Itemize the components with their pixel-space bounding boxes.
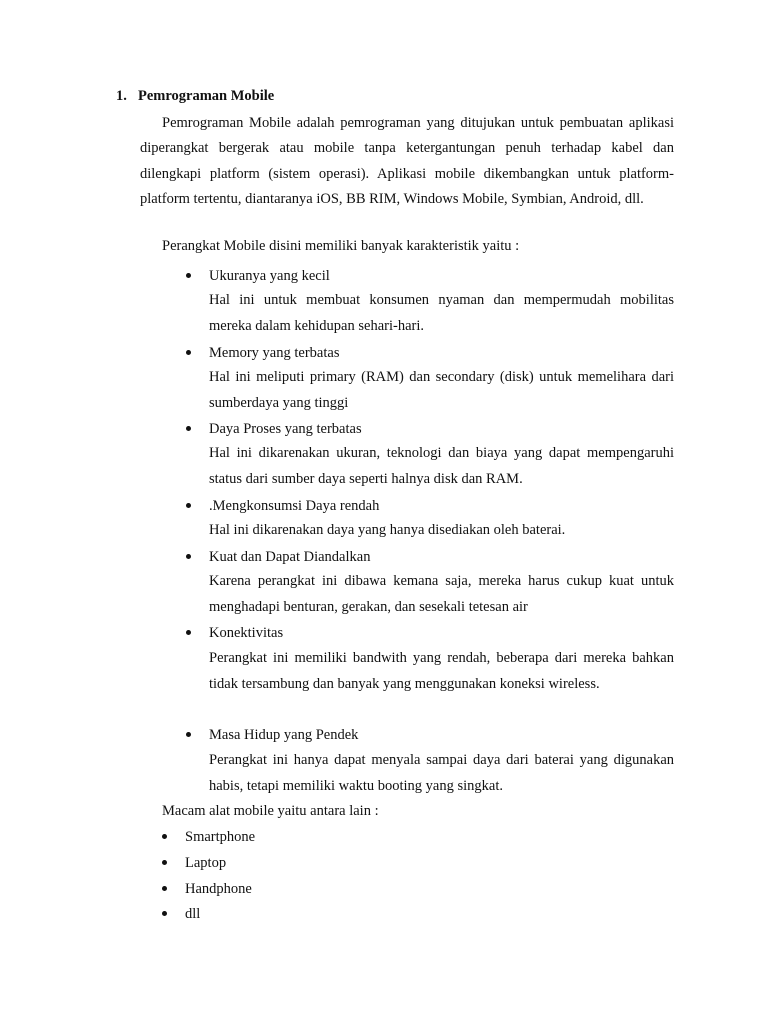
intro-text: Pemrograman Mobile adalah pemrograman yang ditujukan untuk pembuatan aplikasi diperangkat bergerak atau mobile tanpa ketergantungan penuh terhadap kabel dan dilengkapi platform (sistem operasi). Aplikasi mobile dikembangkan untuk platform-platform tertentu, diantaranya iOS, BB RIM, Windows Mobile, Symbian, Android, dll. (140, 115, 674, 207)
section-number: 1. (116, 88, 127, 104)
bullet-icon (185, 272, 193, 280)
bullet-icon (161, 833, 169, 841)
bullet-icon (185, 425, 193, 433)
bullet-icon (185, 629, 193, 637)
section-title: Pemrograman Mobile (138, 88, 275, 104)
characteristic-desc: Hal ini dikarenakan ukuran, teknologi dan biaya yang dapat mempengaruhi status dari sumber daya seperti halnya disk dan RAM. (209, 445, 674, 487)
bullet-icon (185, 731, 193, 739)
characteristic-title: Konektivitas (209, 625, 284, 641)
characteristic-desc: Perangkat ini hanya dapat menyala sampai daya dari baterai yang digunakan habis, tetapi memiliki waktu booting yang singkat. (209, 752, 674, 794)
characteristic-desc: Hal ini dikarenakan daya yang hanya disediakan oleh baterai. (209, 522, 566, 538)
characteristic-title: Ukuranya yang kecil (209, 268, 330, 284)
characteristic-title: Kuat dan Dapat Diandalkan (209, 549, 371, 565)
bullet-icon (161, 910, 169, 918)
bullet-icon (161, 859, 169, 867)
characteristic-title: Daya Proses yang terbatas (209, 421, 362, 437)
device-item: Handphone (185, 881, 252, 897)
characteristic-title: Masa Hidup yang Pendek (209, 727, 359, 743)
devices-intro: Macam alat mobile yaitu antara lain : (162, 803, 379, 819)
characteristics-intro: Perangkat Mobile disini memiliki banyak karakteristik yaitu : (162, 238, 520, 254)
section-heading (116, 86, 274, 106)
device-item: Smartphone (185, 829, 256, 845)
characteristic-desc: Perangkat ini memiliki bandwith yang rendah, beberapa dari mereka bahkan tidak tersambung dan banyak yang menggunakan koneksi wireless. (209, 650, 674, 692)
characteristic-desc: Hal ini meliputi primary (RAM) dan secondary (disk) untuk memelihara dari sumberdaya yang tinggi (209, 369, 674, 411)
bullet-icon (185, 553, 193, 561)
device-item: Laptop (185, 855, 227, 871)
intro-paragraph (140, 111, 674, 212)
bullet-icon (185, 502, 193, 510)
bullet-icon (185, 349, 193, 357)
device-item: dll (185, 906, 201, 922)
bullet-icon (161, 885, 169, 893)
characteristic-title: .Mengkonsumsi Daya rendah (209, 498, 380, 514)
characteristic-desc: Karena perangkat ini dibawa kemana saja, mereka harus cukup kuat untuk menghadapi benturan, gerakan, dan sesekali tetesan air (209, 573, 674, 615)
characteristic-desc: Hal ini untuk membuat konsumen nyaman dan mempermudah mobilitas mereka dalam kehidupan sehari-hari. (209, 292, 674, 334)
characteristic-title: Memory yang terbatas (209, 345, 340, 361)
